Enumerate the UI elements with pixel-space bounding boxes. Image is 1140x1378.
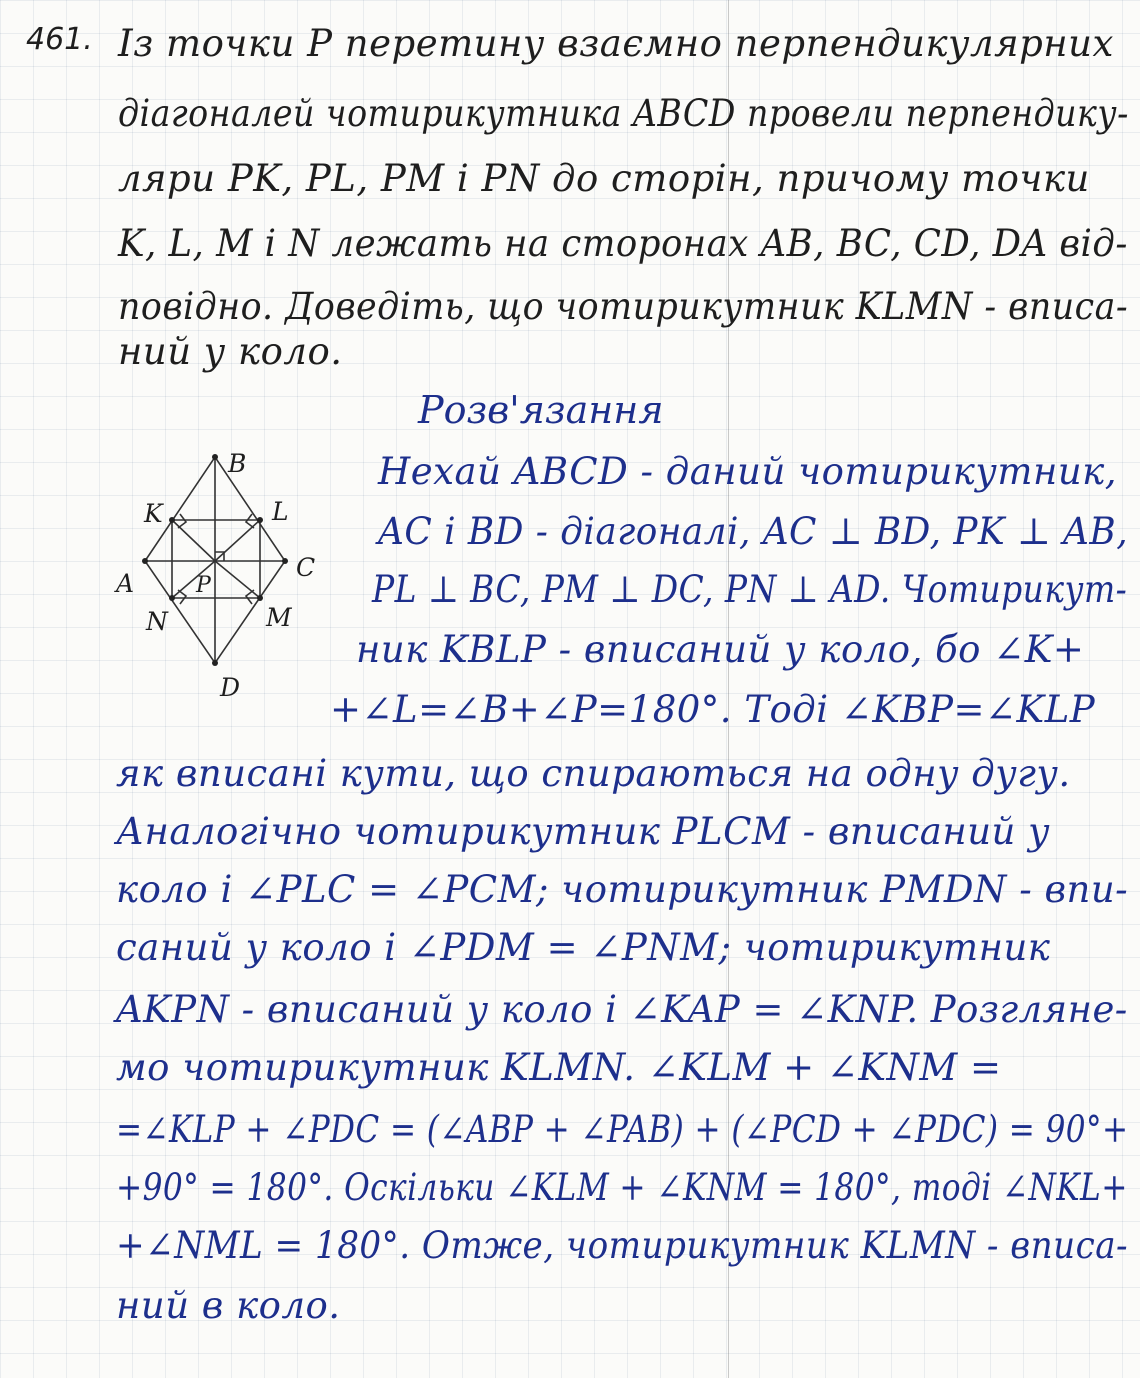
perpendicular-pm (215, 561, 260, 598)
quadrilateral-figure (110, 440, 330, 700)
label-d: D (220, 673, 241, 700)
solution-line: мо чотирикутник KLMN. ∠KLM + ∠KNM = (116, 1046, 1002, 1089)
solution-line: +∠L=∠B+∠P=180°. Тоді ∠KBP=∠KLP (330, 688, 1096, 731)
solution-line: AC і BD - діагоналі, AC ⊥ BD, PK ⊥ AB, (378, 510, 1129, 553)
solution-line: ник KBLP - вписаний у коло, бо ∠K+ (356, 628, 1085, 671)
perpendicular-pk (172, 520, 215, 561)
problem-line: ляри PK, PL, PM і PN до сторін, причому точки (118, 157, 1090, 200)
solution-line: як вписані кути, що спираються на одну дугу. (116, 752, 1071, 795)
label-c: C (296, 553, 316, 582)
point-a (142, 558, 148, 564)
label-l: L (272, 497, 289, 526)
problem-number: 461. (26, 22, 93, 57)
point-n (169, 595, 175, 601)
point-k (169, 517, 175, 523)
point-d (212, 660, 218, 666)
problem-line: повідно. Доведіть, що чотирикутник KLMN - вписа- (118, 285, 1129, 328)
solution-line: Нехай ABCD - даний чотирикутник, (378, 450, 1117, 493)
label-k: K (144, 499, 163, 528)
solution-line: коло і ∠PLC = ∠PCM; чотирикутник PMDN - впи- (116, 868, 1129, 911)
point-c (282, 558, 288, 564)
problem-line: діагоналей чотирикутника ABCD провели перпендику- (118, 92, 1129, 135)
solution-line: AKPN - вписаний у коло і ∠KAP = ∠KNP. Розгляне- (116, 988, 1128, 1031)
label-b: B (228, 449, 247, 478)
point-m (257, 595, 263, 601)
label-n: N (146, 607, 168, 636)
perpendicular-pl (215, 520, 260, 561)
solution-line: Аналогічно чотирикутник PLCM - вписаний у (116, 810, 1051, 853)
solution-line: =∠KLP + ∠PDC = (∠ABP + ∠PAB) + (∠PCD + ∠PDC) = 90°+ (116, 1108, 1129, 1151)
label-a: A (116, 569, 135, 598)
solution-line: саний у коло і ∠PDM = ∠PNM; чотирикутник (116, 926, 1051, 969)
solution-line: PL ⊥ BC, PM ⊥ DC, PN ⊥ AD. Чотирикут- (372, 568, 1128, 611)
solution-line: +90° = 180°. Оскільки ∠KLM + ∠KNM = 180°, тоді ∠NKL+ (116, 1166, 1128, 1209)
solution-line: +∠NML = 180°. Отже, чотирикутник KLMN - вписа- (116, 1224, 1129, 1267)
problem-line: Із точки Р перетину взаємно перпендикулярних (118, 22, 1114, 65)
label-m: M (266, 603, 292, 632)
solution-title: Розв'язання (418, 388, 664, 432)
solution-line: ний в коло. (116, 1284, 341, 1327)
problem-line: K, L, M і N лежать на сторонах AB, BC, CD, DA від- (118, 222, 1128, 265)
point-b (212, 454, 218, 460)
point-l (257, 517, 263, 523)
problem-line: ний у коло. (118, 330, 343, 373)
label-p: P (196, 573, 211, 598)
